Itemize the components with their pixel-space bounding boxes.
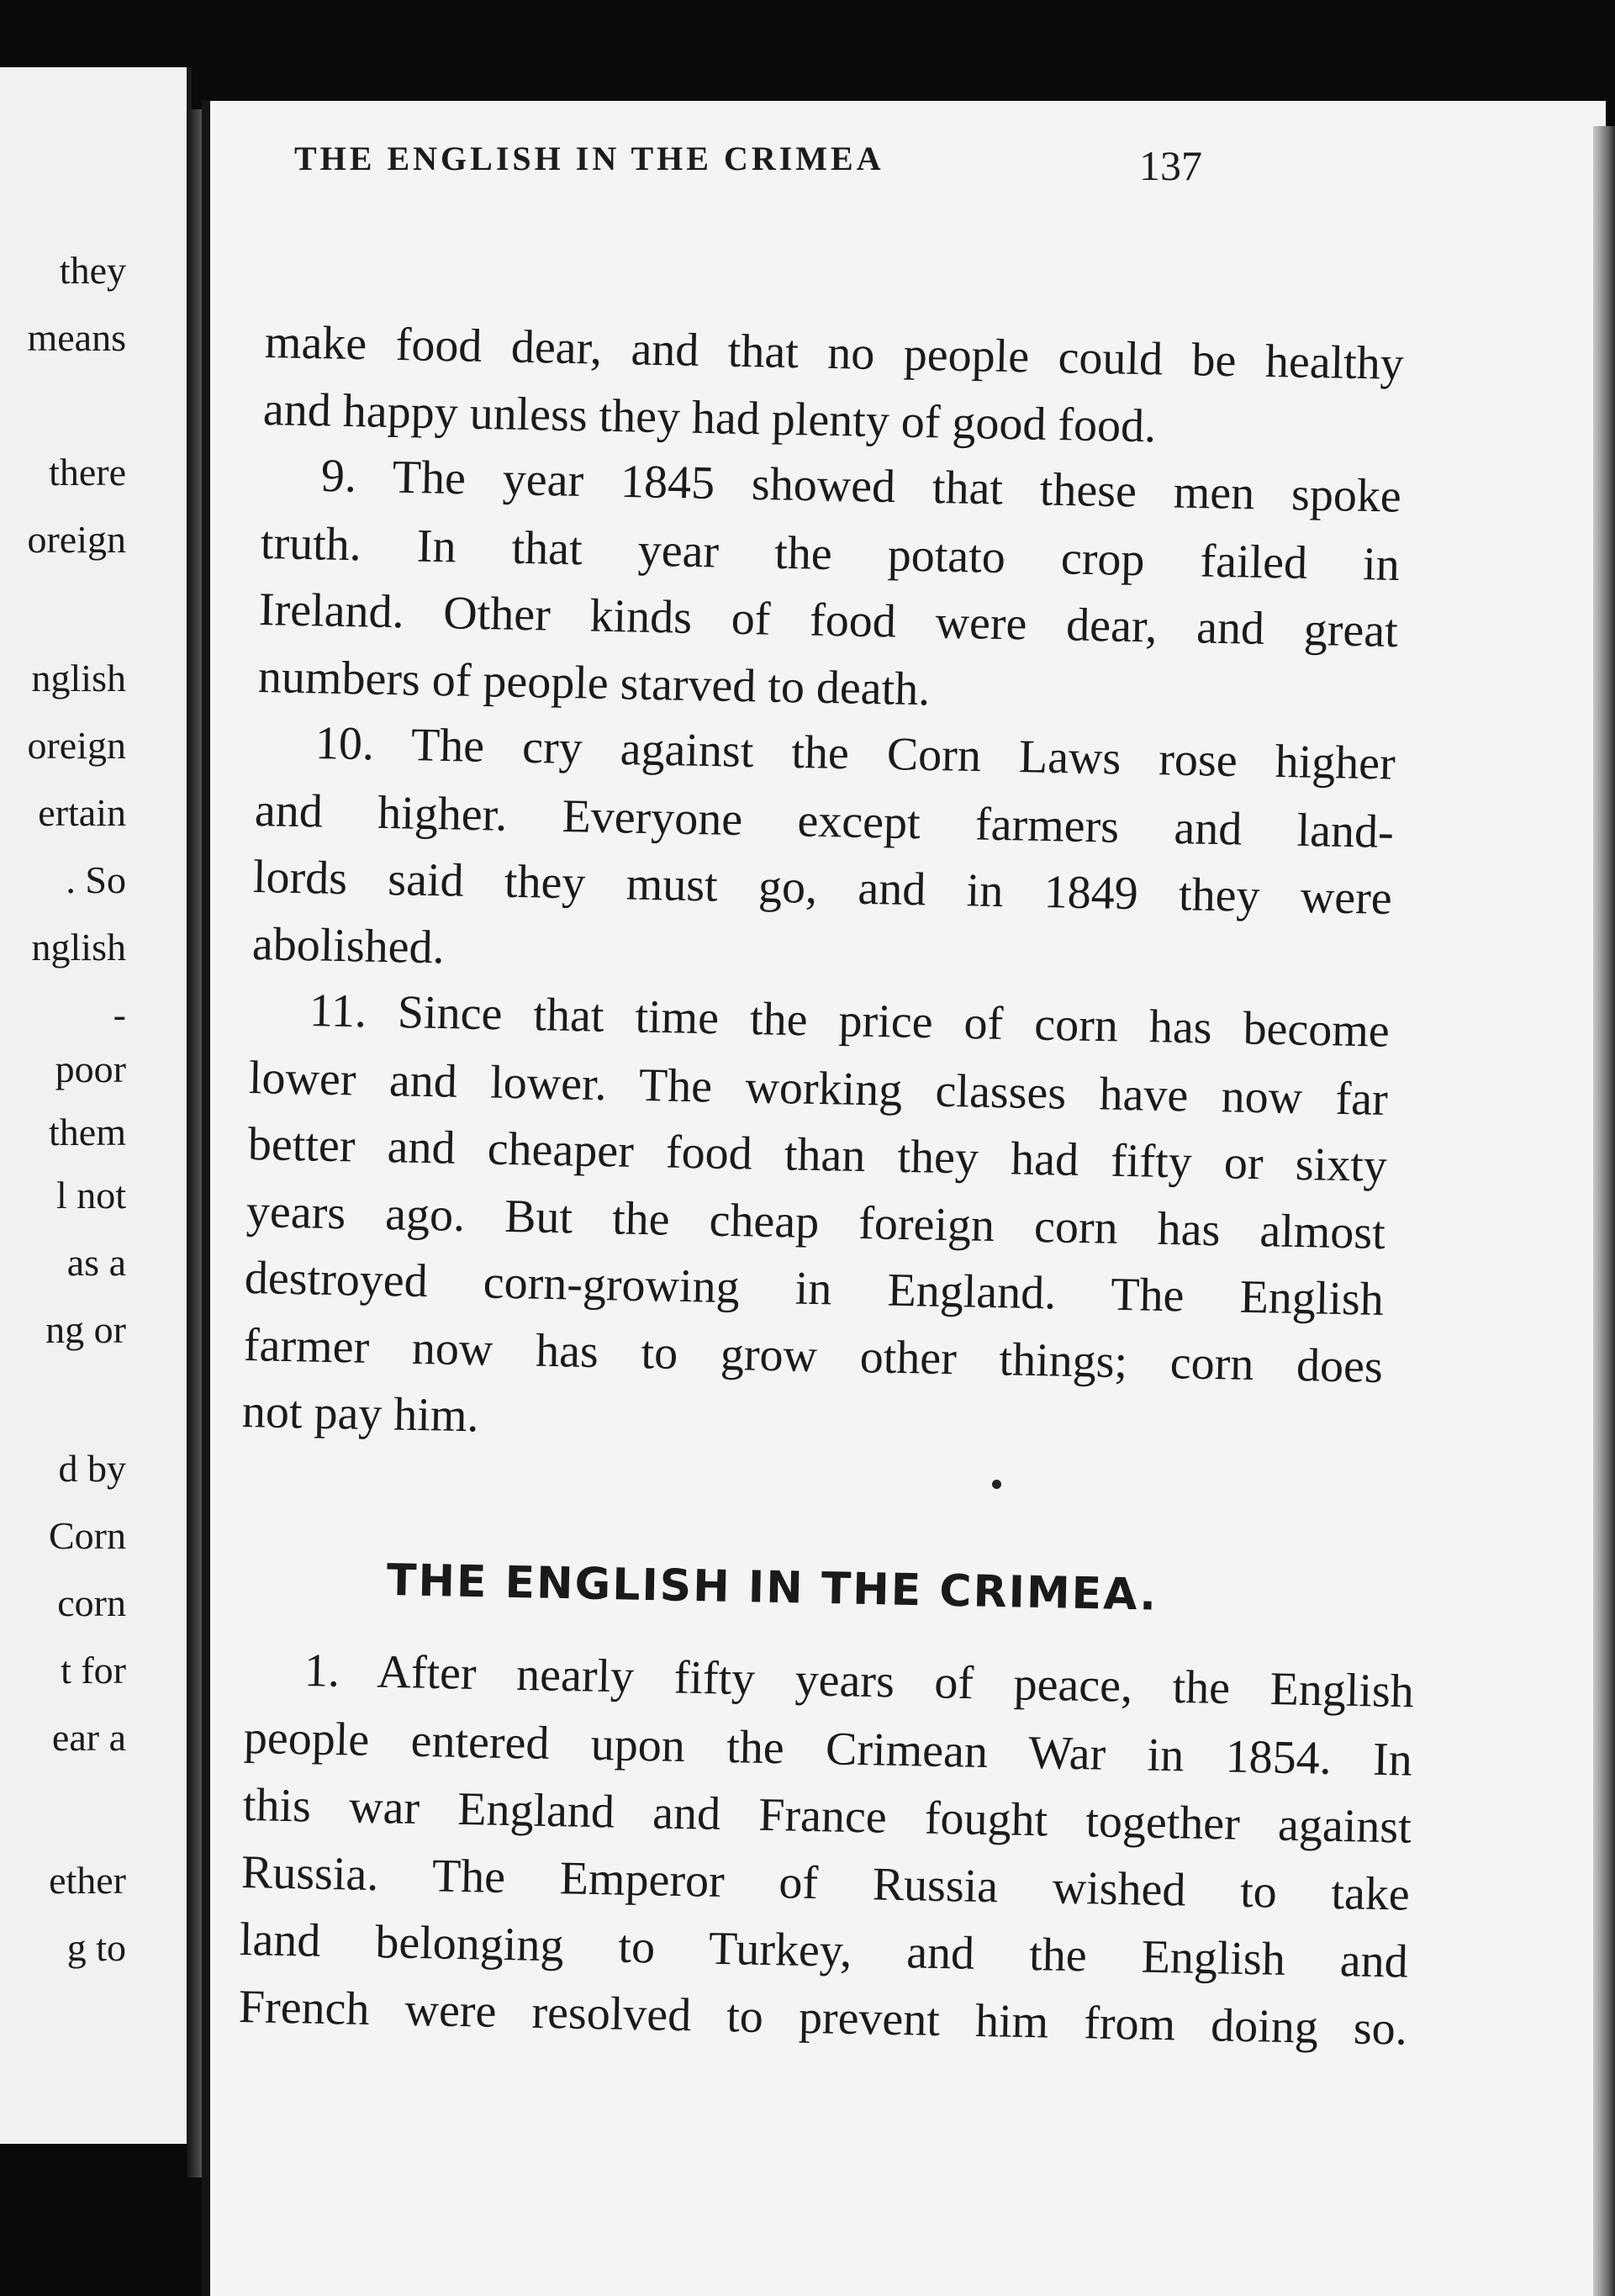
left-page-line: poor bbox=[55, 1048, 126, 1090]
text-line: this war England and France fought together against bbox=[241, 1779, 1412, 1854]
left-page-line: oreign bbox=[27, 724, 126, 767]
text-line: truth. In that year the potato crop failed in bbox=[260, 516, 1401, 591]
text-line: land belonging to Turkey, and the English and bbox=[239, 1913, 1409, 1988]
text-line: people entered upon the Crimean War in 1854. In bbox=[243, 1712, 1413, 1787]
left-page-line: ether bbox=[49, 1859, 126, 1902]
text-line: better and cheaper food than they had fifty or sixty bbox=[246, 1118, 1387, 1193]
left-page-line: means bbox=[27, 316, 126, 359]
text-line: 10. The cry against the Corn Laws rose higher bbox=[314, 717, 1396, 790]
text-line: Ireland. Other kinds of food were dear, and great bbox=[258, 583, 1399, 658]
left-page-line: ertain bbox=[38, 791, 126, 834]
left-page-line: - bbox=[113, 993, 126, 1036]
left-page-line: as a bbox=[66, 1241, 126, 1284]
text-line: lords said they must go, and in 1849 they were bbox=[252, 851, 1393, 926]
left-page-line: l not bbox=[55, 1174, 126, 1217]
running-head: THE ENGLISH IN THE CRIMEA bbox=[294, 140, 884, 177]
left-page-line: g to bbox=[66, 1926, 126, 1969]
text-line: abolished. bbox=[251, 917, 445, 974]
left-page-line: corn bbox=[57, 1581, 126, 1624]
text-line: destroyed corn-growing in England. The English bbox=[244, 1252, 1385, 1327]
left-page-line: there bbox=[49, 451, 126, 494]
left-page-line: Corn bbox=[49, 1514, 126, 1557]
text-line: numbers of people starved to death. bbox=[256, 650, 931, 715]
text-line: make food dear, and that no people could be healthy bbox=[264, 316, 1405, 391]
left-page-line: oreign bbox=[27, 518, 126, 561]
text-line: Russia. The Emperor of Russia wished to take bbox=[240, 1846, 1411, 1921]
left-page-line: d by bbox=[58, 1447, 126, 1490]
text-line: French were resolved to prevent him from doing so. bbox=[237, 1981, 1407, 2056]
text-line: farmer now has to grow other things; corn does bbox=[242, 1318, 1383, 1393]
section-text bbox=[210, 101, 1606, 2296]
left-page-line: they bbox=[59, 249, 126, 292]
text-line: not pay him. bbox=[241, 1386, 479, 1443]
text-line: and higher. Everyone except farmers and land- bbox=[254, 784, 1395, 858]
text-line: 11. Since that time the price of corn has become bbox=[309, 984, 1391, 1058]
left-page-line: . So bbox=[66, 858, 126, 901]
left-page-line: ng or bbox=[45, 1308, 126, 1351]
left-page-fragment bbox=[0, 67, 192, 2144]
text-line: years ago. But the cheap foreign corn has almost bbox=[245, 1185, 1386, 1259]
left-page-line: nglish bbox=[31, 657, 126, 699]
text-line: 1. After nearly fifty years of peace, the English bbox=[303, 1644, 1415, 1718]
page-edge bbox=[1593, 126, 1615, 2296]
section-heading: THE ENGLISH IN THE CRIMEA. bbox=[386, 1555, 1158, 1621]
text-line: lower and lower. The working classes have now far bbox=[248, 1051, 1389, 1126]
text-line: 9. The year 1845 showed that these men spoke bbox=[319, 450, 1401, 523]
text-line: and happy unless they had plenty of good food. bbox=[262, 383, 1157, 452]
left-page-line: nglish bbox=[31, 926, 126, 969]
left-page-line: t for bbox=[61, 1649, 126, 1692]
page-number: 137 bbox=[1139, 142, 1202, 189]
left-page-line: them bbox=[49, 1111, 126, 1153]
left-page-line: ear a bbox=[51, 1716, 126, 1759]
right-page bbox=[202, 101, 1606, 2296]
